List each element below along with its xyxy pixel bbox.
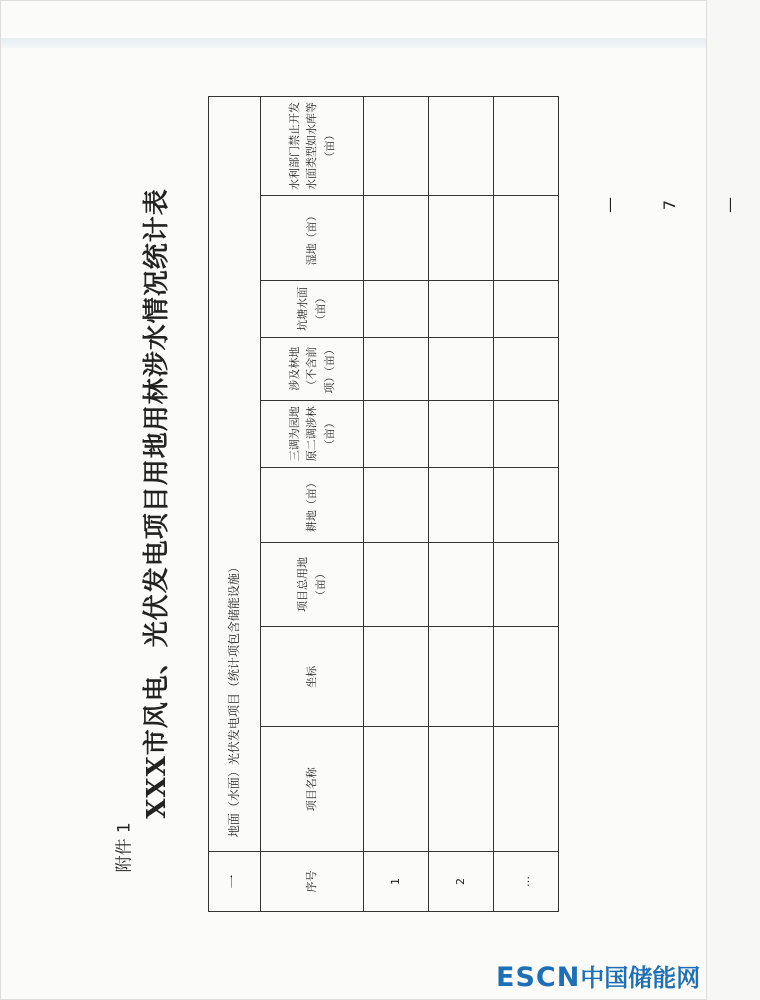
watermark-latin: ESCN [496, 962, 581, 993]
section-index: 一 [209, 852, 261, 912]
header-cell-wetland: 湿地（亩） [261, 195, 364, 280]
annex-label: 附件 1 [114, 822, 135, 873]
table-cell [429, 280, 494, 337]
table-row [364, 97, 429, 912]
table-cell [364, 195, 429, 280]
statistics-table [108, 96, 559, 912]
table-cell [429, 400, 494, 467]
table-cell [364, 727, 429, 852]
table-row [429, 97, 494, 912]
header-cell-farmland: 耕地（亩） [261, 467, 364, 542]
header-cell-project-name: 项目名称 [261, 727, 364, 852]
table-cell [494, 467, 559, 542]
site-watermark [496, 958, 700, 993]
table-row [494, 97, 559, 912]
section-row [209, 97, 261, 912]
table-cell [494, 97, 559, 196]
table-cell [364, 627, 429, 727]
table-cell [494, 627, 559, 727]
table-cell [494, 337, 559, 400]
row-index: 1 [364, 852, 429, 912]
rotated-content [108, 96, 556, 912]
table-cell [364, 542, 429, 627]
header-cell-index: 序号 [261, 852, 364, 912]
table-cell [364, 97, 429, 196]
table-cell [364, 467, 429, 542]
table-cell [429, 542, 494, 627]
table-cell [429, 727, 494, 852]
header-cell-forest-land: 涉及林地（不含前项）（亩） [261, 337, 364, 400]
header-cell-pond-water: 坑塘水面（亩） [261, 280, 364, 337]
table-cell [364, 400, 429, 467]
table-cell [364, 280, 429, 337]
page-number: — 7 — [600, 197, 739, 213]
document-title: XXX市风电、光伏发电项目用地用林涉水情况统计表 [142, 188, 173, 819]
table-cell [494, 280, 559, 337]
table-cell [364, 337, 429, 400]
row-index: 2 [429, 852, 494, 912]
table-title [108, 97, 209, 912]
table-cell [429, 627, 494, 727]
table-cell [429, 97, 494, 196]
header-cell-restricted-water: 水利部门禁止开发水面类型如水库等（亩） [261, 97, 364, 196]
title-row [108, 97, 209, 912]
header-row [261, 97, 364, 912]
table-cell [429, 467, 494, 542]
header-cell-garden-forest: 三调为园地原二调涉林（亩） [261, 400, 364, 467]
table-cell [494, 542, 559, 627]
table-cell [494, 400, 559, 467]
section-label: 地面（水面）光伏发电项目（统计项包含储能设施） [209, 97, 261, 852]
table-cell [494, 727, 559, 852]
table-cell [494, 195, 559, 280]
table-cell [429, 337, 494, 400]
header-cell-coordinates: 坐标 [261, 627, 364, 727]
table-cell [429, 195, 494, 280]
watermark-chinese: 中国储能网 [580, 964, 701, 992]
header-cell-total-land: 项目总用地（亩） [261, 542, 364, 627]
row-index: … [494, 852, 559, 912]
